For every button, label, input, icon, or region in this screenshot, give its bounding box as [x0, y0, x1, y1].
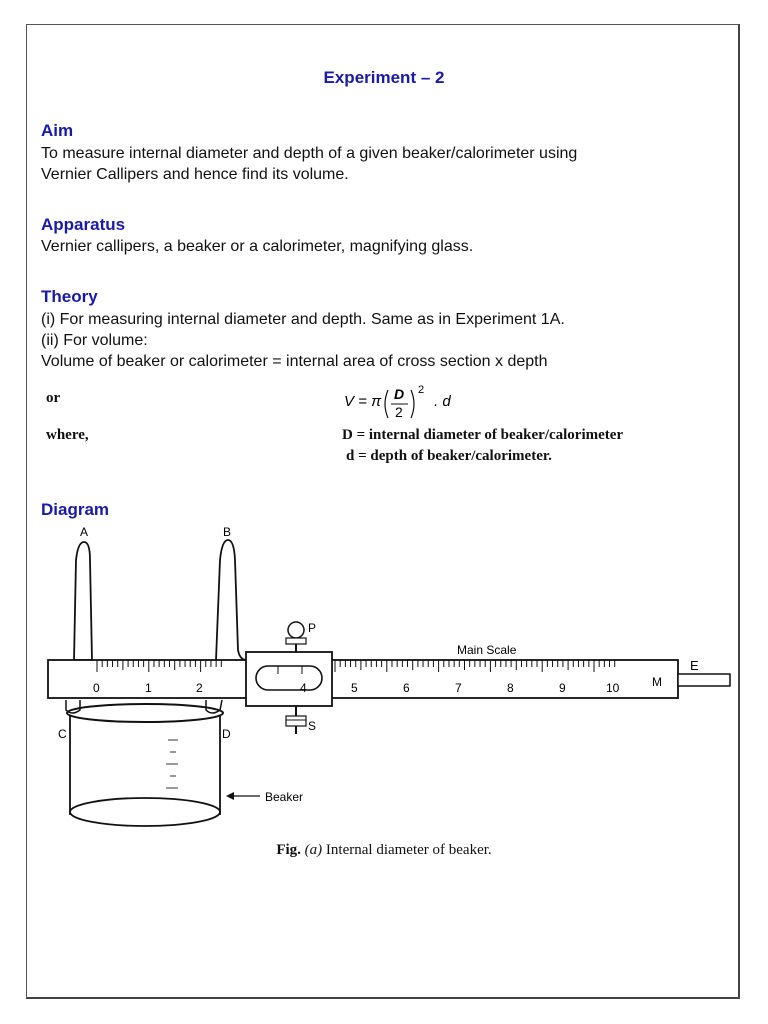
- definition-D: D = internal diameter of beaker/calorimeter: [342, 427, 624, 443]
- or-label: or: [46, 390, 61, 406]
- formula-lhs: V = π: [344, 393, 382, 410]
- caption-fig: Fig.: [276, 842, 301, 858]
- scale-number-6: 6: [403, 681, 410, 695]
- scale-number-7: 7: [455, 681, 462, 695]
- volume-formula: [344, 384, 474, 428]
- label-M: M: [652, 675, 662, 689]
- apparatus-text: Vernier callipers, a beaker or a calorimeter, magnifying glass.: [41, 238, 474, 255]
- caption-text: Internal diameter of beaker.: [322, 842, 492, 858]
- jaw-A: [74, 542, 92, 660]
- scale-number-4: 4: [300, 681, 307, 695]
- formula-numerator: D: [394, 386, 405, 402]
- label-S: S: [308, 719, 317, 733]
- aim-line-1: To measure internal diameter and depth of a given beaker/calorimeter using: [41, 145, 578, 162]
- screw-P-base: [286, 638, 306, 644]
- label-A: A: [80, 525, 89, 539]
- theory-line-1: (i) For measuring internal diameter and depth. Same as in Experiment 1A.: [41, 311, 565, 328]
- theory-line-3: Volume of beaker or calorimeter = internal area of cross section x depth: [41, 353, 548, 370]
- scale-number-9: 9: [559, 681, 566, 695]
- screw-S-head: [286, 716, 306, 726]
- label-D: D: [222, 727, 231, 741]
- vernier-window: [256, 666, 322, 690]
- beaker-rim: [67, 704, 223, 722]
- jaw-B: [216, 540, 250, 660]
- figure-caption: [0, 842, 768, 859]
- diagram-heading: Diagram: [41, 500, 110, 519]
- aim-heading: Aim: [41, 121, 74, 140]
- label-E: E: [690, 658, 699, 673]
- scale-number-10: 10: [606, 681, 620, 695]
- vernier-calliper-diagram: [0, 520, 768, 840]
- definition-d: d = depth of beaker/calorimeter.: [346, 448, 552, 464]
- label-B: B: [223, 525, 232, 539]
- scale-number-8: 8: [507, 681, 514, 695]
- formula-denominator: 2: [395, 404, 403, 420]
- formula-svg: [344, 384, 474, 424]
- label-beaker: Beaker: [265, 790, 304, 804]
- right-paren: [411, 390, 414, 418]
- where-label: where,: [46, 427, 89, 443]
- scale-number-1: 1: [145, 681, 152, 695]
- page-title: Experiment – 2: [323, 68, 445, 87]
- screw-P-knob: [288, 622, 304, 638]
- label-main-scale: Main Scale: [457, 643, 517, 657]
- label-C: C: [58, 727, 67, 741]
- label-P: P: [308, 621, 317, 635]
- beaker-arrow-head: [226, 792, 234, 800]
- caption-part: (a): [304, 842, 323, 858]
- scale-number-5: 5: [351, 681, 358, 695]
- beaker-graduations: [166, 740, 178, 788]
- theory-heading: Theory: [41, 287, 98, 306]
- left-paren: [385, 390, 388, 418]
- aim-line-2: Vernier Callipers and hence find its volume.: [41, 166, 349, 183]
- scale-number-2: 2: [196, 681, 203, 695]
- formula-exponent: 2: [418, 384, 425, 396]
- apparatus-heading: Apparatus: [41, 215, 126, 234]
- scale-number-0: 0: [93, 681, 100, 695]
- beaker-base: [70, 798, 220, 826]
- theory-line-2: (ii) For volume:: [41, 332, 148, 349]
- formula-tail: . d: [434, 393, 451, 410]
- depth-rod-E: [678, 674, 730, 686]
